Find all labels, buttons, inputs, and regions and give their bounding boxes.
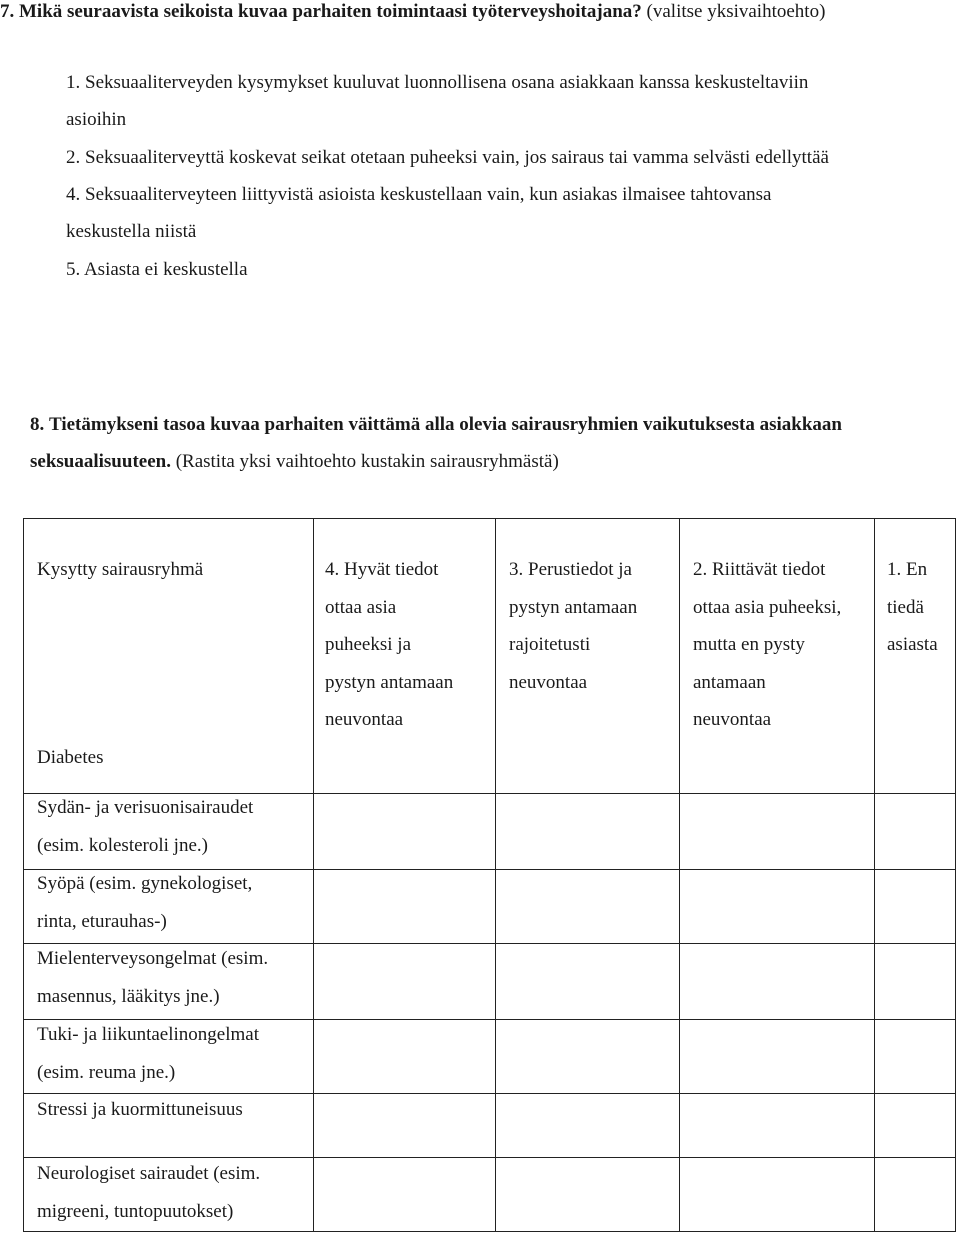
header-no-knowledge: 1. En tiedä asiasta [887,559,938,655]
answer-cell-stress-2[interactable] [680,1095,873,1156]
question-8-title-line2: seksuaalisuuteen. [30,451,171,472]
answer-cell-neurological-1[interactable] [875,1159,955,1231]
answer-cell-cancer-1[interactable] [875,871,955,942]
row-label-musculoskeletal: Tuki- ja liikuntaelinongelmat (esim. reuma jne.) [37,1024,259,1083]
answer-cell-mental-health-2[interactable] [680,945,873,1018]
q7-option-4-line2: keskustella niistä [66,221,197,242]
q7-option-1-line2: asioihin [66,109,127,130]
answer-cell-diabetes-3[interactable] [496,737,678,793]
answer-cell-cardiovascular-4[interactable] [314,795,494,868]
question-7-number: 7. [0,1,15,22]
answer-cell-neurological-4[interactable] [314,1159,494,1231]
answer-cell-musculoskeletal-2[interactable] [680,1021,873,1092]
answer-cell-diabetes-1[interactable] [875,737,955,793]
header-disease-group: Kysytty sairausryhmä [37,559,204,580]
question-7-text: Mikä seuraavista seikoista kuvaa parhaiten toimintaasi työterveyshoitajana? [19,1,642,22]
answer-cell-stress-4[interactable] [314,1095,494,1156]
answer-cell-cancer-3[interactable] [496,871,678,942]
answer-cell-musculoskeletal-1[interactable] [875,1021,955,1092]
answer-cell-stress-3[interactable] [496,1095,678,1156]
q7-option-5[interactable]: 5. Asiasta ei keskustella [66,259,248,280]
answer-cell-neurological-3[interactable] [496,1159,678,1231]
answer-cell-stress-1[interactable] [875,1095,955,1156]
answer-cell-neurological-2[interactable] [680,1159,873,1231]
row-label-mental-health: Mielenterveysongelmat (esim. masennus, lääkitys jne.) [37,948,269,1007]
row-label-diabetes: Diabetes [37,747,104,768]
answer-cell-diabetes-2[interactable] [680,737,873,793]
row-label-cancer: Syöpä (esim. gynekologiset, rinta, eturauhas-) [37,873,253,932]
answer-cell-cancer-4[interactable] [314,871,494,942]
question-7-instruction: (valitse yksivaihtoehto) [646,1,826,22]
row-label-cardiovascular: Sydän- ja verisuonisairaudet (esim. kolesteroli jne.) [37,797,254,856]
q7-option-4-line1[interactable]: 4. Seksuaaliterveyteen liittyvistä asioista keskustellaan vain, kun asiakas ilmaisee tahtovansa [66,184,772,205]
row-label-neurological: Neurologiset sairaudet (esim. migreeni, tuntopuutokset) [37,1163,261,1222]
answer-cell-cancer-2[interactable] [680,871,873,942]
header-sufficient-knowledge: 2. Riittävät tiedot ottaa asia puheeksi, mutta en pysty antamaan neuvontaa [693,559,842,730]
answer-cell-cardiovascular-2[interactable] [680,795,873,868]
answer-cell-musculoskeletal-4[interactable] [314,1021,494,1092]
row-label-stress: Stressi ja kuormittuneisuus [37,1099,243,1120]
answer-cell-mental-health-1[interactable] [875,945,955,1018]
header-basic-knowledge: 3. Perustiedot ja pystyn antamaan rajoitetusti neuvontaa [509,559,638,693]
question-8-number: 8. [30,414,45,435]
question-8-instruction: (Rastita yksi vaihtoehto kustakin sairausryhmästä) [175,451,559,472]
answer-cell-mental-health-3[interactable] [496,945,678,1018]
answer-cell-cardiovascular-1[interactable] [875,795,955,868]
q7-option-1-line1[interactable]: 1. Seksuaaliterveyden kysymykset kuuluvat luonnollisena osana asiakkaan kanssa keskusteltaviin [66,72,809,93]
q7-option-2[interactable]: 2. Seksuaaliterveyttä koskevat seikat otetaan puheeksi vain, jos sairaus tai vamma selvästi edellyttää [66,147,829,168]
knowledge-table [23,518,956,1232]
answer-cell-diabetes-4[interactable] [314,737,494,793]
answer-cell-cardiovascular-3[interactable] [496,795,678,868]
question-7-title [0,0,825,24]
question-8 [30,406,960,480]
header-good-knowledge: 4. Hyvät tiedot ottaa asia puheeksi ja pystyn antamaan neuvontaa [325,559,454,730]
answer-cell-musculoskeletal-3[interactable] [496,1021,678,1092]
answer-cell-mental-health-4[interactable] [314,945,494,1018]
question-8-title-line1: Tietämykseni tasoa kuvaa parhaiten väittämä alla olevia sairausryhmien vaikutuksesta asiakkaan [49,414,842,435]
